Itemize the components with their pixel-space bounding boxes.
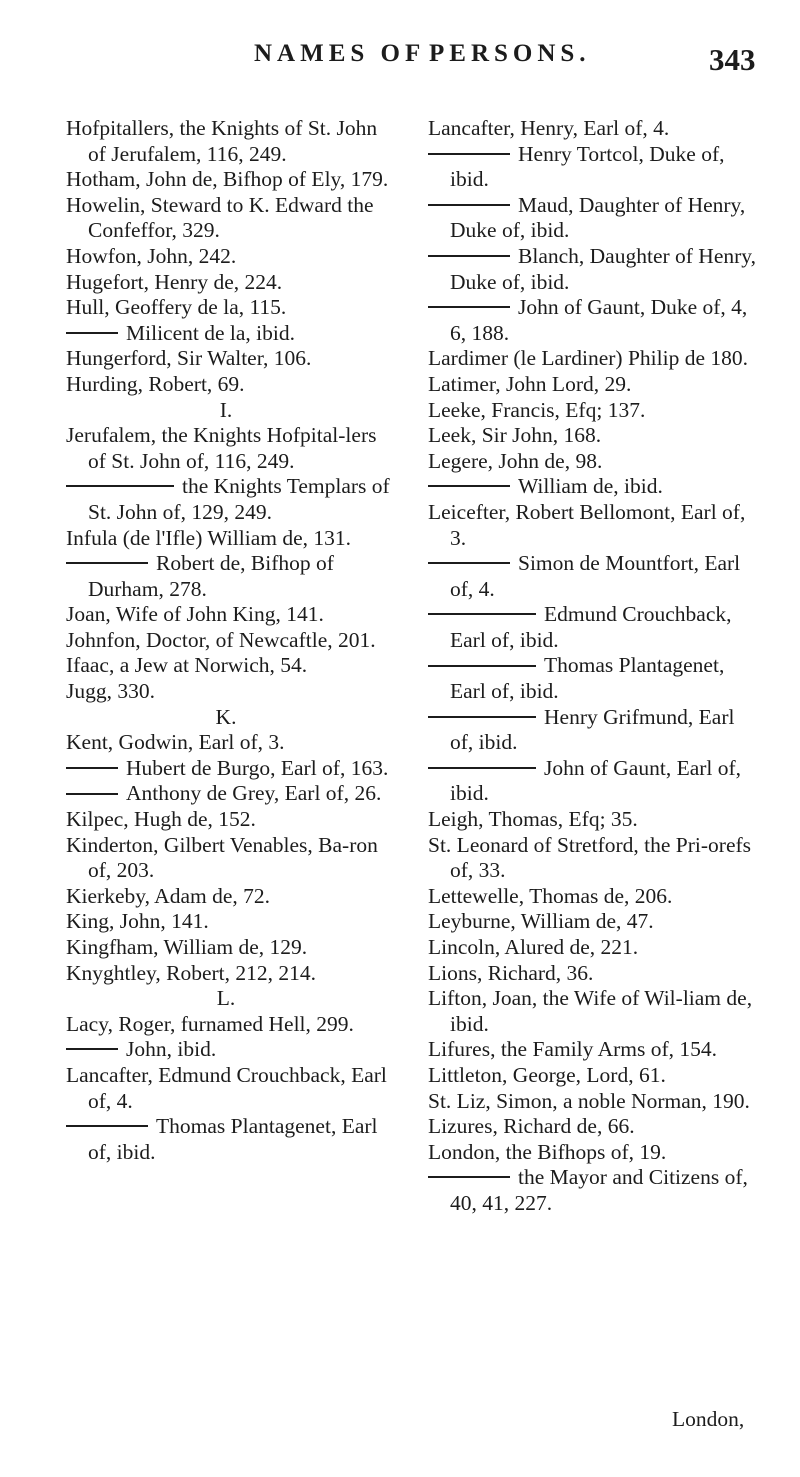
index-subentry <box>66 756 396 782</box>
index-entry <box>66 935 396 961</box>
entry-text: Lancafter, Henry, Earl of, 4. <box>428 116 670 140</box>
ditto-dash <box>428 485 510 487</box>
entry-text: Kilpec, Hugh de, 152. <box>66 807 256 832</box>
entry-text: Lardimer (le Lardiner) Philip de 180. <box>428 346 749 371</box>
page-number: 343 <box>709 42 756 77</box>
index-entry <box>428 909 758 935</box>
index-subentry <box>428 142 758 193</box>
index-entry <box>428 833 758 884</box>
ditto-dash <box>66 485 174 487</box>
index-subentry <box>428 551 758 602</box>
entry-text: the Mayor and Citizens of, 40, 41, 227. <box>450 1165 748 1215</box>
entry-text: Leigh, Thomas, Efq; 35. <box>428 807 638 832</box>
entry-text: Leyburne, William de, 47. <box>428 909 654 934</box>
index-entry <box>428 961 758 987</box>
index-entry <box>428 398 758 424</box>
section-letter: I. <box>219 397 233 422</box>
entry-text: John of Gaunt, Duke of, 4, 6, 188. <box>450 295 748 345</box>
entry-text: Infula (de l'Ifle) William de, 131. <box>66 525 352 550</box>
ditto-dash <box>428 1176 510 1178</box>
index-subentry <box>66 1114 396 1165</box>
entry-text: Leeke, Francis, Efq; 137. <box>428 397 646 422</box>
entry-text: Legere, John de, 98. <box>428 448 603 473</box>
ditto-dash <box>428 153 510 155</box>
entry-text: Lifures, the Family Arms of, 154. <box>428 1037 718 1062</box>
index-entry <box>66 653 396 679</box>
index-subentry <box>428 602 758 653</box>
index-entry <box>428 807 758 833</box>
index-column-right <box>428 116 758 1217</box>
index-entry <box>66 270 396 296</box>
entry-text: Robert de, Bifhop of Durham, 278. <box>88 551 334 601</box>
entry-text: Anthony de Grey, Earl of, 26. <box>126 781 382 806</box>
entry-text: the Knights Templars of St. John of, 129, 249. <box>88 474 390 524</box>
entry-text: King, John, 141. <box>66 909 209 934</box>
index-subentry <box>66 1037 396 1063</box>
entry-text: Lettewelle, Thomas de, 206. <box>428 883 673 908</box>
entry-text: Simon de Mountfort, Earl of, 4. <box>450 551 741 601</box>
index-entry <box>428 500 758 551</box>
entry-text: Howfon, John, 242. <box>66 243 237 268</box>
header-right: PERSONS. <box>429 40 591 67</box>
entry-text: Lincoln, Alured de, 221. <box>428 935 639 959</box>
entry-text: Jerufalem, the Knights Hofpital-lers of St. John of, 116, 249. <box>66 423 377 473</box>
index-entry <box>66 602 396 628</box>
index-entry <box>66 884 396 910</box>
index-subentry <box>428 653 758 704</box>
entry-text: Edmund Crouchback, Earl of, ibid. <box>450 602 732 652</box>
index-entry <box>428 372 758 398</box>
index-entry <box>428 1114 758 1140</box>
index-entry <box>66 423 396 474</box>
running-header <box>0 40 800 80</box>
index-entry <box>66 833 396 884</box>
index-entry <box>66 730 396 756</box>
index-subentry <box>428 1165 758 1216</box>
ditto-dash <box>428 306 510 308</box>
entry-text: Howelin, Steward to K. Edward the Confeffor, 329. <box>66 192 374 243</box>
entry-text: St. Leonard of Stretford, the Pri-orefs of, 33. <box>428 832 752 883</box>
entry-text: Littleton, George, Lord, 61. <box>428 1062 666 1087</box>
entry-text: London, the Bifhops of, 19. <box>428 1139 667 1164</box>
section-letter: L. <box>216 986 236 1011</box>
index-entry <box>66 193 396 244</box>
entry-text: Henry Grifmund, Earl of, ibid. <box>450 704 735 755</box>
index-entry <box>66 628 396 654</box>
ditto-dash <box>428 665 536 667</box>
index-subentry <box>66 321 396 347</box>
index-entry <box>428 986 758 1037</box>
index-column-left <box>66 116 396 1165</box>
entry-text: Leicefter, Robert Bellomont, Earl of, 3. <box>428 499 746 550</box>
entry-text: William de, ibid. <box>518 474 663 499</box>
entry-text: Hubert de Burgo, Earl of, 163. <box>126 755 389 780</box>
index-entry <box>428 1063 758 1089</box>
entry-text: Knyghtley, Robert, 212, 214. <box>66 960 317 985</box>
ditto-dash <box>428 255 510 257</box>
index-subentry <box>428 193 758 244</box>
index-entry <box>428 346 758 372</box>
index-entry <box>66 244 396 270</box>
ditto-dash <box>66 793 118 795</box>
ditto-dash <box>428 767 536 769</box>
entry-text: Hull, Geoffery de la, 115. <box>66 295 287 320</box>
entry-text: Hurding, Robert, 69. <box>66 371 245 396</box>
entry-text: Hofpitallers, the Knights of St. John of Jerufalem, 116, 249. <box>66 116 378 166</box>
index-entry <box>66 807 396 833</box>
index-entry <box>66 1063 396 1114</box>
entry-text: Blanch, Daughter of Henry, Duke of, ibid. <box>450 243 757 294</box>
index-entry <box>66 167 396 193</box>
entry-text: Kierkeby, Adam de, 72. <box>66 883 270 908</box>
entry-text: Kinderton, Gilbert Venables, Ba-ron of, 203. <box>66 832 378 883</box>
entry-text: Milicent de la, ibid. <box>126 320 295 345</box>
entry-text: Lifton, Joan, the Wife of Wil-liam de, ibid. <box>428 986 753 1036</box>
entry-text: Joan, Wife of John King, 141. <box>66 602 324 627</box>
index-subentry <box>428 244 758 295</box>
section-letter: K. <box>215 704 237 729</box>
index-entry <box>66 346 396 372</box>
index-entry <box>66 679 396 705</box>
index-entry <box>428 935 758 961</box>
entry-text: Kent, Godwin, Earl of, 3. <box>66 730 285 755</box>
entry-text: Hotham, John de, Bifhop of Ely, 179. <box>66 167 389 192</box>
index-subentry <box>66 474 396 525</box>
index-entry <box>428 1089 758 1115</box>
entry-text: Kingfham, William de, 129. <box>66 935 308 959</box>
entry-text: Lacy, Roger, furnamed Hell, 299. <box>66 1011 354 1036</box>
entry-text: Hungerford, Sir Walter, 106. <box>66 346 312 371</box>
index-subentry <box>66 781 396 807</box>
entry-text: Lancafter, Edmund Crouchback, Earl of, 4. <box>66 1062 387 1113</box>
entry-text: John, ibid. <box>126 1037 217 1062</box>
index-entry <box>66 526 396 552</box>
header-left: NAMES OF <box>254 40 426 67</box>
ditto-dash <box>66 562 148 564</box>
ditto-dash <box>66 767 118 769</box>
entry-text: Lizures, Richard de, 66. <box>428 1114 635 1139</box>
index-entry <box>428 423 758 449</box>
ditto-dash <box>428 562 510 564</box>
entry-text: Henry Tortcol, Duke of, ibid. <box>450 141 725 192</box>
entry-text: Thomas Plantagenet, Earl of, ibid. <box>450 653 725 704</box>
index-subentry <box>428 295 758 346</box>
index-entry <box>428 1140 758 1166</box>
ditto-dash <box>428 204 510 206</box>
entry-text: St. Liz, Simon, a noble Norman, 190. <box>428 1088 750 1113</box>
index-entry <box>428 884 758 910</box>
index-entry <box>66 372 396 398</box>
entry-text: Leek, Sir John, 168. <box>428 423 602 448</box>
entry-text: Thomas Plantagenet, Earl of, ibid. <box>88 1114 378 1164</box>
ditto-dash <box>428 613 536 615</box>
ditto-dash <box>66 332 118 334</box>
index-entry <box>66 116 396 167</box>
entry-text: Maud, Daughter of Henry, Duke of, ibid. <box>450 192 746 243</box>
entry-text: Lions, Richard, 36. <box>428 960 594 985</box>
index-entry <box>66 1012 396 1038</box>
entry-text: John of Gaunt, Earl of, ibid. <box>450 755 742 806</box>
index-subentry <box>66 551 396 602</box>
index-entry <box>428 116 758 142</box>
entry-text: Johnfon, Doctor, of Newcaftle, 201. <box>66 627 376 652</box>
catchword: London, <box>672 1407 745 1431</box>
index-entry <box>66 961 396 987</box>
index-entry <box>428 449 758 475</box>
index-subentry <box>428 474 758 500</box>
entry-text: Ifaac, a Jew at Norwich, 54. <box>66 653 308 678</box>
ditto-dash <box>428 716 536 718</box>
index-subentry <box>428 756 758 807</box>
index-entry <box>66 909 396 935</box>
entry-text: Hugefort, Henry de, 224. <box>66 269 283 294</box>
entry-text: Jugg, 330. <box>66 679 155 704</box>
entry-text: Latimer, John Lord, 29. <box>428 371 632 396</box>
ditto-dash <box>66 1125 148 1127</box>
ditto-dash <box>66 1048 118 1050</box>
index-subentry <box>428 705 758 756</box>
index-entry <box>428 1037 758 1063</box>
index-entry <box>66 295 396 321</box>
